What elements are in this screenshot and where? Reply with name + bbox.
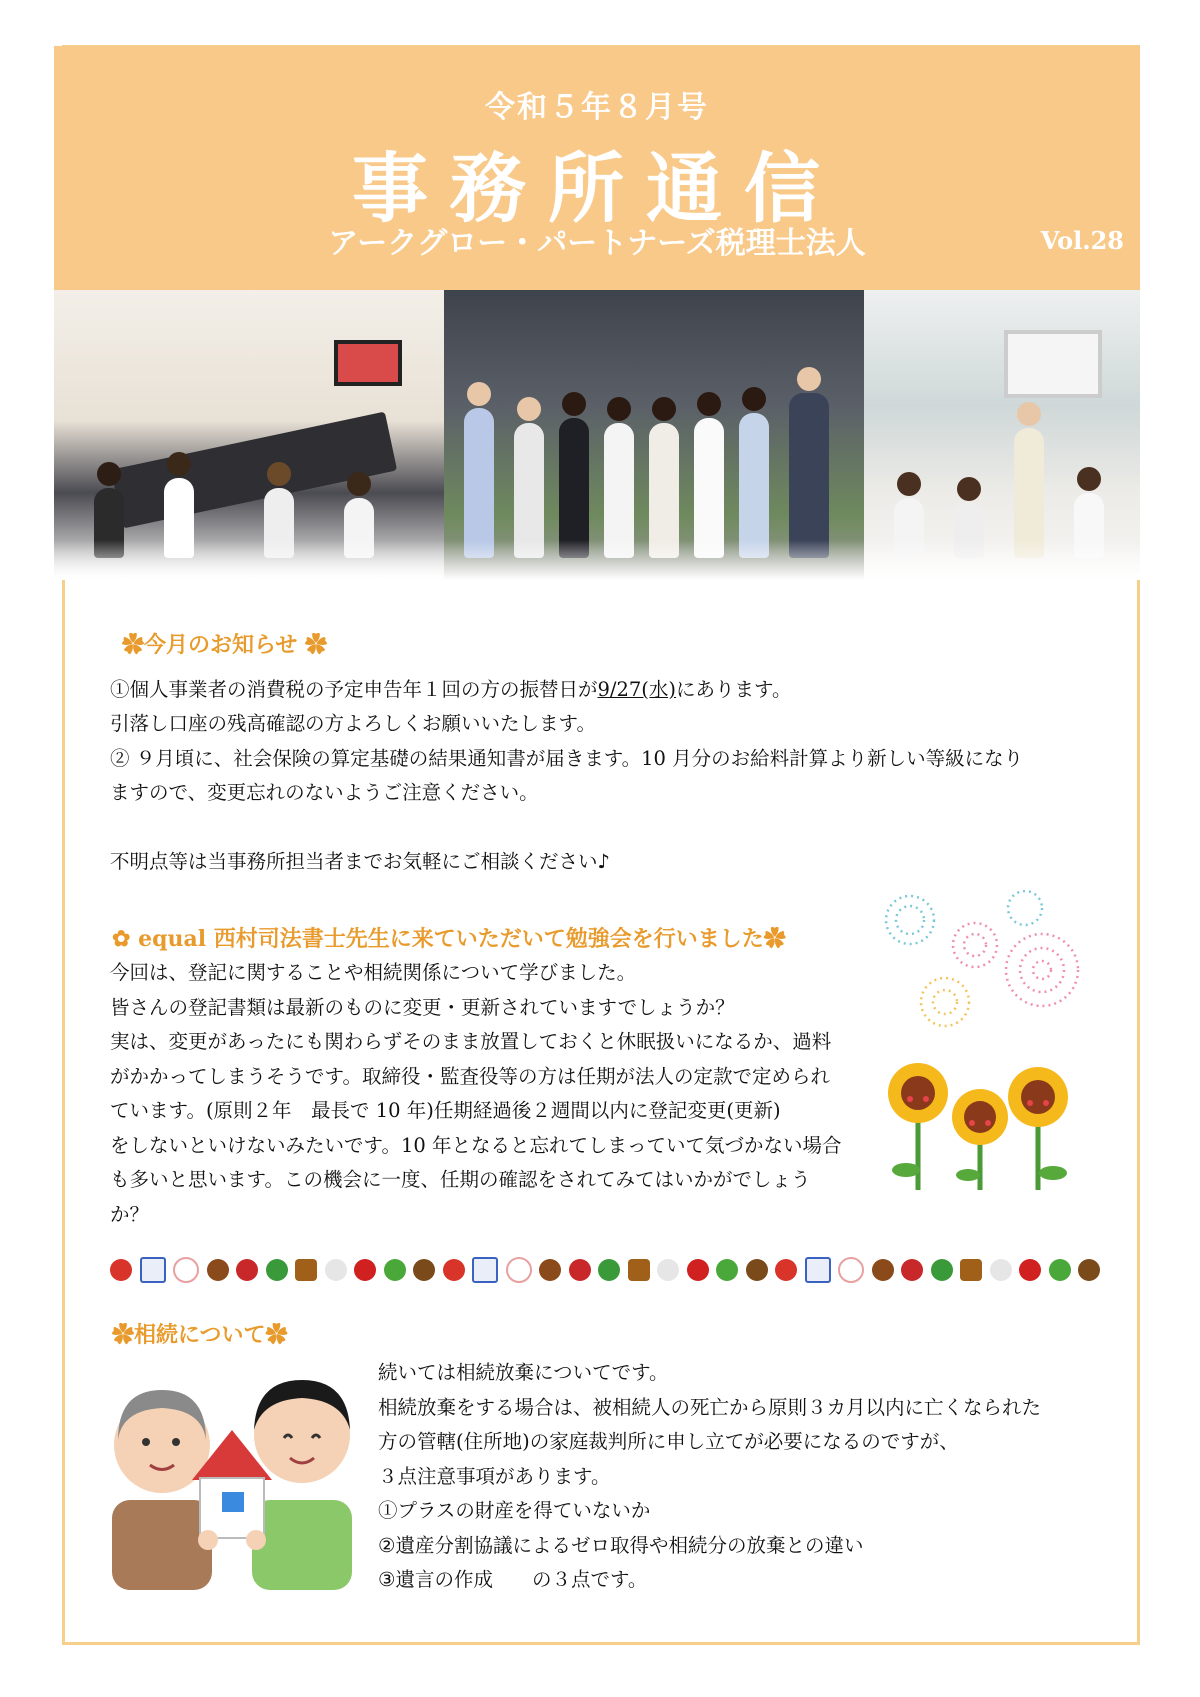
house-handover-icon [112, 1350, 352, 1590]
candy-apple-icon [569, 1259, 591, 1281]
photo-fade [864, 540, 1140, 580]
staff-member [559, 418, 589, 558]
goldfish-icon [598, 1259, 620, 1281]
goldfish-icon [266, 1259, 288, 1281]
staff-member [739, 413, 769, 558]
corn-icon [295, 1259, 317, 1281]
watermelon-icon [1049, 1259, 1071, 1281]
photo-strip [54, 290, 1140, 580]
lecturer [1014, 428, 1044, 558]
staff-member [514, 423, 544, 558]
newsletter-title: 事務所通信 [352, 144, 842, 233]
corn-icon [628, 1259, 650, 1281]
seminar-heading: ✿ equal 西村司法書士先生に来ていただいて勉強会を行いました✿ [112, 926, 786, 952]
notice-heading: ✿今月のお知らせ ✿ [122, 632, 327, 658]
notice-line-1-end: にあります。 [676, 678, 792, 701]
takoyaki-icon [872, 1259, 894, 1281]
yoyo-icon [173, 1257, 199, 1283]
lantern-icon [1019, 1259, 1041, 1281]
notice-line-1-text: ①個人事業者の消費税の予定申告年１回の方の振替日が [110, 678, 598, 701]
notice-line-5: 不明点等は当事務所担当者までお気軽にご相談ください♪ [110, 850, 610, 873]
yoyo-icon [506, 1257, 532, 1283]
corn-icon [960, 1259, 982, 1281]
watermelon-icon [716, 1259, 738, 1281]
inheritance-text: 続いては相続放棄についてです。 相続放棄をする場合は、被相続人の死亡から原則３カ月以内に亡くなられた 方の管轄(住所地)の家庭裁判所に申し立てが必要になるのですが、 ３点注意事項があります。 ①プラスの財産を得ていないか ②遺産分割協議によるゼロ取得や相続分の放棄との違い ③遺言の作成 の３点です。 [378, 1361, 1042, 1591]
fireworks-icon [880, 890, 1090, 1035]
watermelon-icon [384, 1259, 406, 1281]
uchiwa-icon [443, 1259, 465, 1281]
mask-icon [990, 1259, 1012, 1281]
lantern-icon [354, 1259, 376, 1281]
lantern-icon [687, 1259, 709, 1281]
meeting-room-photo [54, 290, 444, 580]
uchiwa-icon [110, 1259, 132, 1281]
notice-line-2: 引落し口座の残高確認の方よろしくお願いいたします。 [110, 712, 596, 735]
company-name: アークグロー・パートナーズ税理士法人 [328, 226, 866, 261]
staff-member [464, 408, 494, 558]
notice-line-1 [110, 673, 791, 708]
mask-icon [325, 1259, 347, 1281]
mask-icon [657, 1259, 679, 1281]
shaved-ice-flag-icon [805, 1257, 831, 1283]
yoyo-icon [838, 1257, 864, 1283]
photo-fade [444, 540, 864, 580]
whiteboard [1004, 330, 1102, 398]
chestnut-icon [413, 1259, 435, 1281]
tv-screen [334, 340, 402, 386]
chestnut-icon [1078, 1259, 1100, 1281]
volume-number: Vol.28 [1040, 226, 1124, 255]
notice-due-date: 9/27(水) [597, 678, 677, 701]
issue-date: 令和５年８月号 [485, 90, 709, 125]
notice-line-3: ② ９月頃に、社会保険の算定基礎の結果通知書が届きます。10 月分のお給料計算より新しい等級になり [110, 747, 1024, 770]
photo-fade [54, 540, 444, 580]
summer-items-border [110, 1255, 1100, 1285]
staff-member [649, 423, 679, 558]
seminar-photo [864, 290, 1140, 580]
staff-group-photo [444, 290, 864, 580]
staff-member [604, 423, 634, 558]
notice-line-4: ますので、変更忘れのないようご注意ください。 [110, 781, 539, 804]
takoyaki-icon [207, 1259, 229, 1281]
shaved-ice-flag-icon [140, 1257, 166, 1283]
candy-apple-icon [236, 1259, 258, 1281]
staff-member [789, 393, 829, 558]
staff-member [694, 418, 724, 558]
header-banner [54, 46, 1140, 301]
sunflowers-icon [888, 1055, 1088, 1190]
shaved-ice-flag-icon [472, 1257, 498, 1283]
uchiwa-icon [775, 1259, 797, 1281]
chestnut-icon [746, 1259, 768, 1281]
seminar-text: 今回は、登記に関することや相続関係について学びました。 皆さんの登記書類は最新のものに変更・更新されていますでしょうか？ 実は、変更があったにも関わらずそのまま放置しておくと休眠扱いになるか、過料 がかかってしまうそうです。取締役・監査役等の方は任期が法人の定款で定められ ています。(原則２年 最長で 10 年)任期経過後２週間以内に登記変更(更新) をしないといけないみたいです。10 年となると忘れてしまっていて気づかない場合 も多いと思います。この機会に一度、任期の確認をされてみてはいかがでしょう か？ [110, 961, 842, 1226]
inheritance-heading: ✿相続について✿ [112, 1322, 288, 1348]
candy-apple-icon [901, 1259, 923, 1281]
goldfish-icon [931, 1259, 953, 1281]
takoyaki-icon [539, 1259, 561, 1281]
